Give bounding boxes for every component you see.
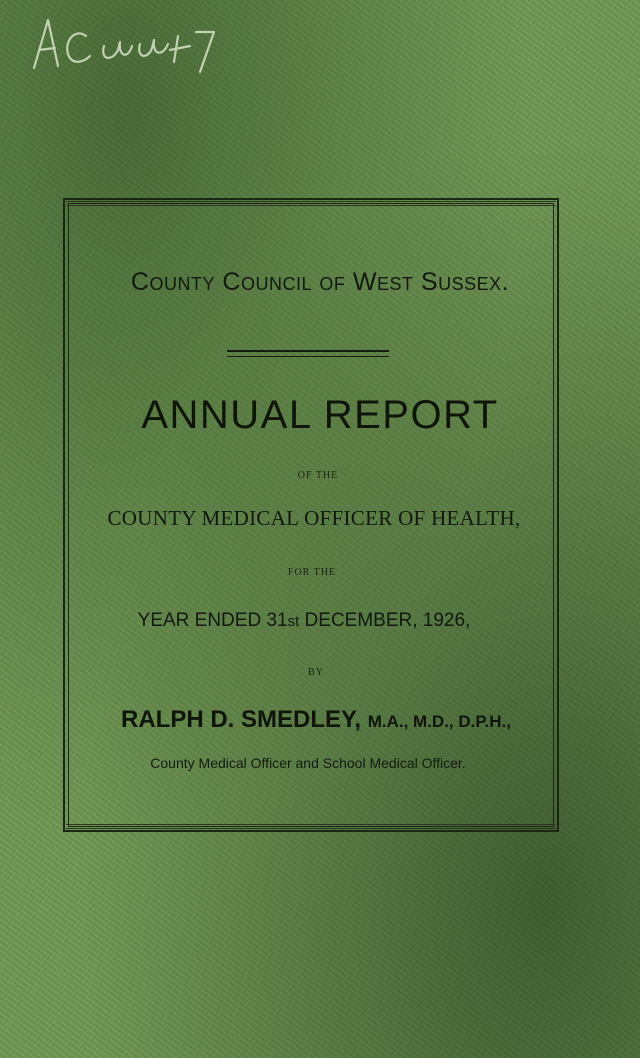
year-suffix: DECEMBER, 1926,	[299, 610, 471, 631]
author-title: County Medical Officer and School Medical Officer.	[150, 755, 466, 771]
council-heading: County Council of West Sussex.	[130, 268, 510, 296]
decorative-rule	[227, 350, 389, 357]
officer-title: COUNTY MEDICAL OFFICER OF HEALTH,	[107, 506, 521, 530]
author-line	[0, 706, 636, 734]
report-year	[0, 610, 624, 632]
of-the-text: OF THE	[297, 470, 339, 481]
for-the-text: FOR THE	[287, 567, 337, 578]
author-name: RALPH D. SMEDLEY,	[121, 706, 368, 733]
year-prefix: YEAR ENDED 31	[137, 610, 288, 631]
report-title: ANNUAL REPORT	[141, 393, 499, 437]
handwritten-shelfmark	[28, 6, 218, 76]
author-degrees: M.A., M.D., D.P.H.,	[367, 712, 511, 731]
year-ordinal: st	[287, 613, 300, 630]
by-text: BY	[308, 667, 324, 678]
